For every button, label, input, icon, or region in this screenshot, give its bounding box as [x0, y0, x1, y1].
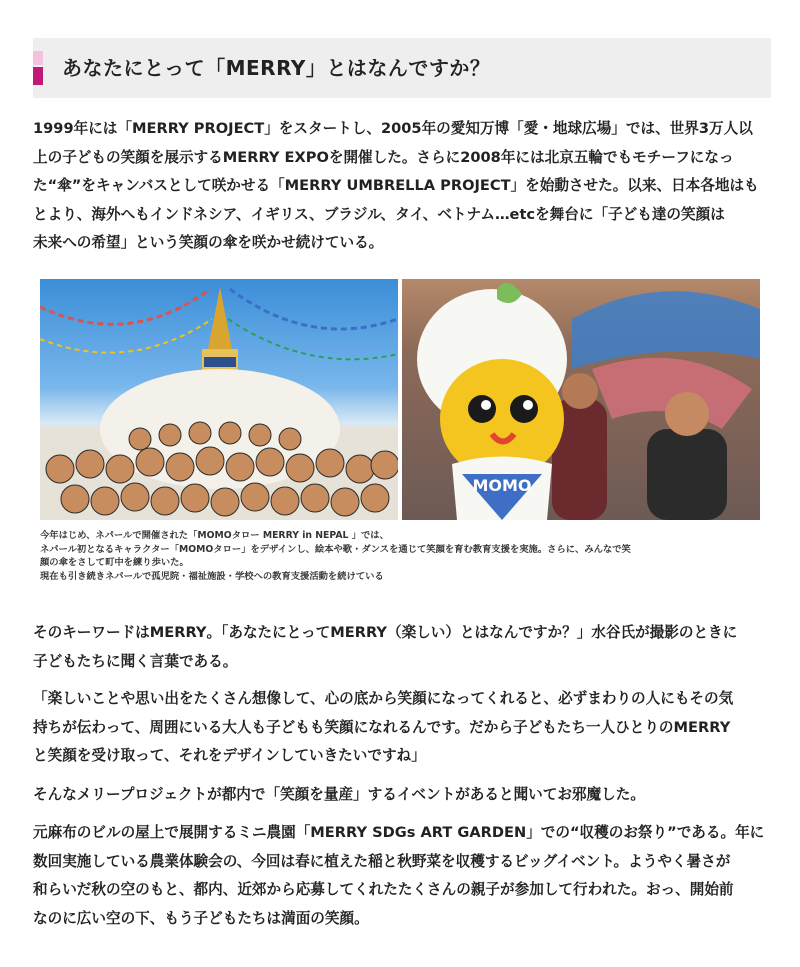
caption-line: 今年はじめ、ネパールで開催された「MOMOタロー MERRY in NEPAL 」では、 [40, 530, 389, 541]
paragraph-harvest-festival: 元麻布のビルの屋上で展開するミニ農園「MERRY SDGs ART GARDEN」での“収穫のお祭り”である。年に 数回実施している農業体験会の、今回は春に植えた稲と秋野菜を収穫するビッグイベント。ようやく暑さが 和らいだ秋の空のもと、都内、近郊から応募してくれたたくさんの親子が参加して行われた。おっ、開始前 なのに広い空の下、もう子どもたちは満面の笑顔。 [33, 824, 765, 927]
stupa-photo [40, 279, 398, 520]
heading-accent-dark [33, 67, 43, 85]
caption-line: ネパール初となるキャラクター「MOMOタロー」をデザインし、絵本や歌・ダンスを通じて笑顔を育む教育支援を実施。さらに、みんなで笑 [40, 543, 631, 555]
mascot-photo [402, 279, 760, 520]
photo-pair [40, 279, 760, 520]
photo-caption [40, 529, 764, 583]
caption-line: 顔の傘をさして町中を練り歩いた。 [40, 557, 189, 568]
paragraph-keyword: そのキーワードはMERRY。「あなたにとってMERRY（楽しい）とはなんですか？」水谷氏が撮影のときに 子どもたちに聞く言葉である。 [33, 624, 738, 670]
heading-title: あなたにとって「MERRY」とはなんですか？ [62, 56, 491, 80]
paragraph-history: 1999年には「MERRY PROJECT」をスタートし、2005年の愛知万博「愛・地球広場」では、世界3万人以 上の子どもの笑顔を展示するMERRY EXPOを開催した。さらに2008年には北京五輪でもモチーフになっ た“傘”をキャンバスとして咲かせる「MERRY UMBRELLA PROJECT」を始動させた。以来、日本各地はも とより、海外へもインドネシア、イギリス、ブラジル、タイ、ベトナム…etcを舞台に「子ども達の笑顔は 未来への希望」という笑顔の傘を咲かせ続けている。 [33, 120, 759, 251]
paragraph-quote: 「楽しいことや思い出をたくさん想像して、心の底から笑顔になってくれると、必ずまわりの人にもその気 持ちが伝わって、周囲にいる大人も子どもも笑顔になれるんです。だから子どもたち一人ひとりのMERRY と笑顔を受け取って、それをデザインしていきたいですね」 [33, 690, 734, 764]
section-heading [33, 38, 771, 98]
mascot-label: MOMO [472, 476, 532, 495]
caption-line: 現在も引き続きネパールで孤児院・福祉施設・学校への教育支援活動を続けている [40, 570, 384, 582]
paragraph-event-intro: そんなメリープロジェクトが都内で「笑顔を量産」するイベントがあると聞いてお邪魔した。 [33, 786, 645, 803]
heading-accent-light [33, 51, 43, 65]
